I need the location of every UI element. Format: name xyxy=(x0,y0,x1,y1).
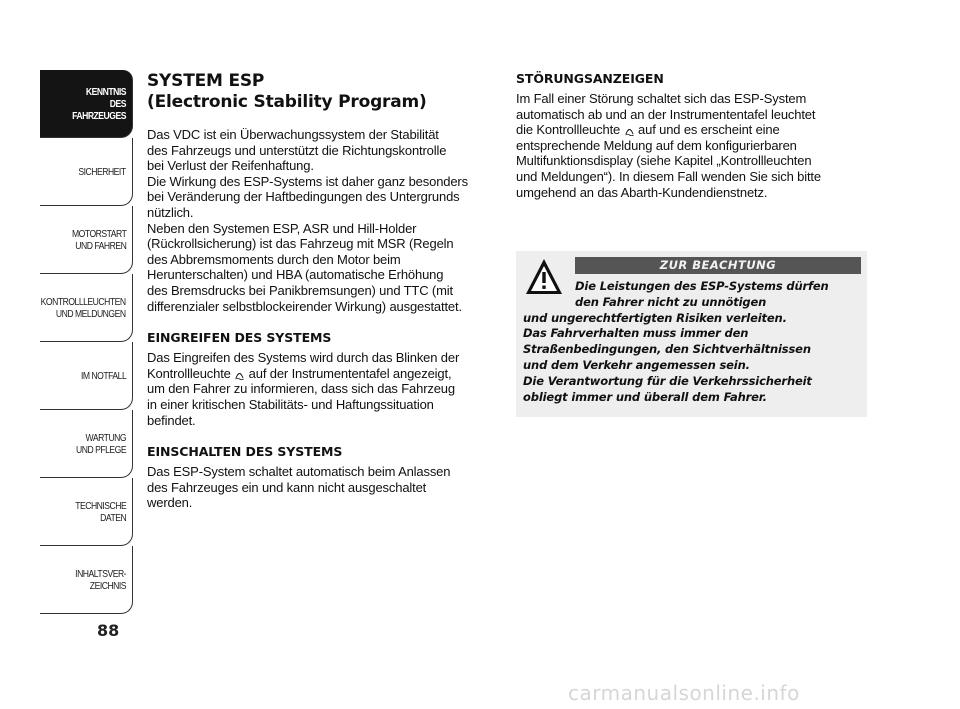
chapter-tabs xyxy=(40,70,133,614)
section-heading-einschalten: EINSCHALTEN DES SYSTEMS xyxy=(147,444,343,460)
esp-warning-light-icon xyxy=(234,368,245,380)
tab-label: INHALTSVER- ZEICHNIS xyxy=(75,567,126,592)
tab-wartung-und-pflege[interactable] xyxy=(40,410,133,478)
tab-label: TECHNISCHE DATEN xyxy=(74,499,126,524)
tab-kenntnis-des-fahrzeuges[interactable] xyxy=(40,70,133,138)
eingreifen-text-2: auf der Instrumententafel angezeigt, um den Fahrer zu informieren, dass sich das Fahrzeug in einer kritischen Stabilitäts- und Haftungssituation befindet. xyxy=(147,365,455,428)
section-heading-stoerungsanzeigen: STÖRUNGSANZEIGEN xyxy=(516,71,664,86)
eingreifen-paragraph xyxy=(147,350,497,428)
page-number: 88 xyxy=(97,621,120,640)
page-title: SYSTEM ESP (Electronic Stability Program) xyxy=(147,71,427,112)
tab-label: MOTORSTART UND FAHREN xyxy=(71,227,126,252)
left-column xyxy=(147,71,497,511)
stoerungs-text-1: Im Fall einer Störung schaltet sich das ESP-System automatisch ab und an der Instrumententafel leuchtet die Kontrollleuchte xyxy=(516,91,816,138)
tab-sicherheit[interactable] xyxy=(40,138,133,206)
warning-text-rest: und ungerechtfertigten Risiken verleiten. Das Fahrverhalten muss immer den Straßenbedingungen, den Sichtverhältnissen und dem Verkehr angemessen sein. Die Verantwortung für die Verkehrssicherheit obliegt immer und überall dem Fahrer. xyxy=(523,310,812,404)
tab-label: SICHERHEIT xyxy=(78,165,126,178)
tab-motorstart-und-fahren[interactable] xyxy=(40,206,133,274)
esp-warning-light-icon xyxy=(624,124,635,136)
intro-paragraph: Das VDC ist ein Überwachungssystem der Stabilität des Fahrzeugs und unterstützt die Richtungskontrolle bei Verlust der Reifenhaftung. Die Wirkung des ESP-Systems ist daher ganz besonders bei Veränderung der Haftbedingungen des Untergrunds nützlich. Neben den Systemen ESP, ASR und Hill-Holder (Rückrollsicherung) ist das Fahrzeug mit MSR (Regeln des Abbremsmoments durch den Motor beim Herunterschalten) und HBA (automatische Erhöhung des Bremsdrucks bei Panikbremsungen) und TTC (mit differenzialer selbstblockeirender Wirkung) ausgestattet. xyxy=(147,127,468,314)
tab-kontrollleuchten-und-meldungen[interactable] xyxy=(40,274,133,342)
stoerungs-text-2: auf und es erscheint eine entsprechende Meldung auf dem konfigurierbaren Multifunktionsdisplay (siehe Kapitel „Kontrollleuchten und Meldungen“). In diesem Fall wenden Sie sich bitte umgehend an das Abarth-Kundendienstnetz. xyxy=(516,122,821,200)
stoerungs-paragraph xyxy=(516,91,861,200)
tab-technische-daten[interactable] xyxy=(40,478,133,546)
warning-text-indented: Die Leistungen des ESP-Systems dürfen den Fahrer nicht zu unnötigen xyxy=(575,279,829,309)
eingreifen-text-1: Das Eingreifen des Systems wird durch das Blinken der Kontrollleuchte xyxy=(147,350,460,381)
section-heading-eingreifen: EINGREIFEN DES SYSTEMS xyxy=(147,330,332,346)
einschalten-paragraph: Das ESP-System schaltet automatisch beim Anlassen des Fahrzeuges ein und kann nicht ausgeschaltet werden. xyxy=(147,464,451,511)
warning-text xyxy=(523,279,861,405)
tab-label: WARTUNG UND PFLEGE xyxy=(75,431,126,456)
tab-label: KENNTNIS DES FAHRZEUGES xyxy=(72,85,126,122)
tab-inhaltsverzeichnis[interactable] xyxy=(40,546,133,614)
warning-box xyxy=(516,251,867,417)
tab-label: KONTROLLLEUCHTEN UND MELDUNGEN xyxy=(41,295,126,320)
tab-label: IM NOTFALL xyxy=(80,369,126,382)
tab-im-notfall[interactable] xyxy=(40,342,133,410)
warning-header: ZUR BEACHTUNG xyxy=(575,257,861,274)
watermark: carmanualsonline.info xyxy=(568,681,800,705)
right-column xyxy=(516,71,861,200)
